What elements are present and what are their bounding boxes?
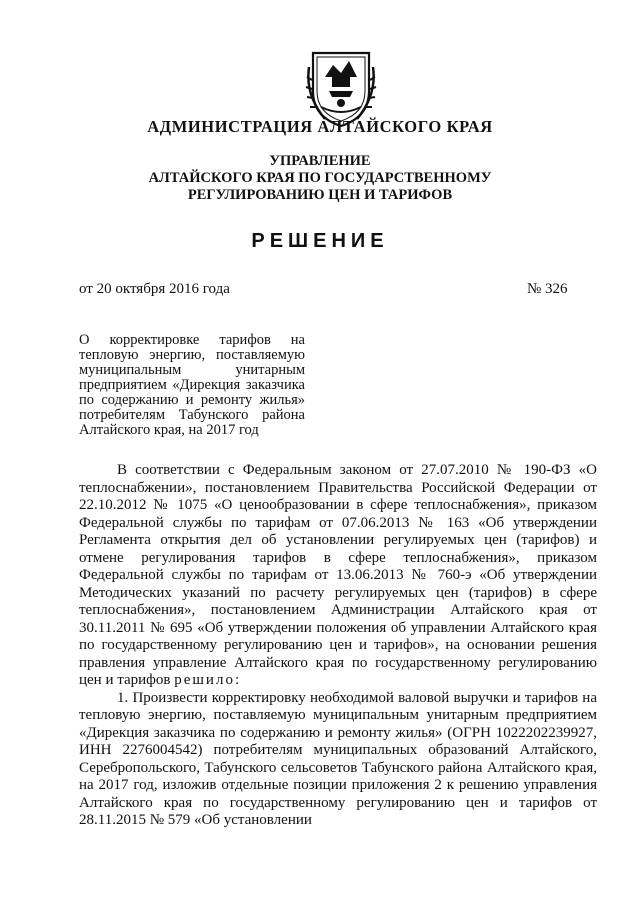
department-line: АЛТАЙСКОГО КРАЯ ПО ГОСУДАРСТВЕННОМУ	[148, 170, 492, 186]
organization-name: АДМИНИСТРАЦИЯ АЛТАЙСКОГО КРАЯ	[147, 117, 493, 136]
department-line: УПРАВЛЕНИЕ	[269, 153, 371, 169]
document-title: РЕШЕНИЕ	[251, 230, 389, 252]
department-name	[0, 153, 640, 204]
preamble-text: В соответствии с Федеральным законом от 27.07.2010 № 190-ФЗ «О теплоснабжении», постановлением Правительства Российской Федерации от 22.10.2012 № 1075 «О ценообразовании в сфере теплоснабжения», приказом Федеральной службы по тарифам от 07.06.2013 № 163 «Об утверждении Регламента открытия дел об установлении регулируемых цен (тарифов) и отмене регулирования тарифов в сфере теплоснабжения», приказом Федеральной службы по тарифам от 13.06.2013 № 760-э «Об утверждении Методических указаний по расчету регулируемых цен (тарифов) в сфере теплоснабжения», постановлением Администрации Алтайского края от 30.11.2011 № 695 «Об утверждении положения об управлении Алтайского края по государственному регулированию цен и тарифов», на основании решения правления управление Алтайского края по государственному регулированию цен и тарифов	[79, 462, 597, 688]
department-line: РЕГУЛИРОВАНИЮ ЦЕН И ТАРИФОВ	[187, 187, 453, 203]
resolved-word: решило	[174, 672, 235, 688]
item-1-paragraph: 1. Произвести корректировку необходимой валовой выручки и тарифов на тепловую энергию, поставляемую муниципальным унитарным предприятием «Дирекция заказчика по содержанию и ремонту жилья» (ОГРН 1022202239927, ИНН 2276004542) потребителям муниципальных образований Алтайского, Серебропольского, Табунского сельсоветов Табунского района Алтайского края, на 2017 год, изложив отдельные позиции приложения 2 к решению управления Алтайского края по государственному регулированию цен и тарифов от 28.11.2015 № 579 «Об установлении	[79, 689, 597, 828]
document-body	[79, 462, 597, 830]
preamble-paragraph: В соответствии с Федеральным законом от 27.07.2010 № 190-ФЗ «О теплоснабжении», постановлением Правительства Российской Федерации от 22.10.2012 № 1075 «О ценообразовании в сфере теплоснабжения», приказом Федеральной службы по тарифам от 07.06.2013 № 163 «Об утверждении Регламента открытия дел об установлении регулируемых цен (тарифов) и отмене регулирования тарифов в сфере теплоснабжения», приказом Федеральной службы по тарифам от 13.06.2013 № 760-э «Об утверждении Методических указаний по расчету регулируемых цен (тарифов) в сфере теплоснабжения», постановлением Администрации Алтайского края от 30.11.2011 № 695 «Об утверждении положения об управлении Алтайского края по государственному регулированию цен и тарифов», на основании решения правления управление Алтайского края по государственному регулированию цен и тарифов решило:	[79, 462, 597, 688]
document-date: от 20 октября 2016 года	[79, 281, 230, 297]
document-subject: О корректировке тарифов на тепловую энергию, поставляемую муниципальным унитарным предприятием «Дирекция заказчика по содержанию и ремонту жилья» потребителям Табунского района Алтайского края, на 2017 год	[79, 332, 305, 438]
document-number: № 326	[527, 281, 568, 297]
